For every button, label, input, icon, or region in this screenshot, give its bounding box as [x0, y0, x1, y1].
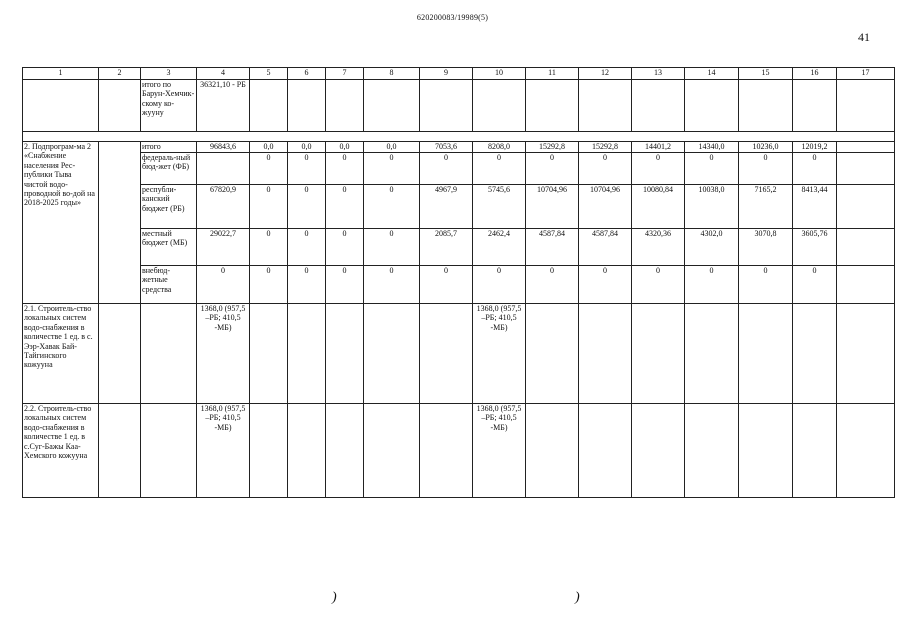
value-cell: 7053,6	[420, 142, 473, 153]
value-cell: 0	[250, 153, 288, 185]
value-cell: 5745,6	[473, 185, 526, 229]
value-cell: 15292,8	[526, 142, 579, 153]
column-header: 16	[793, 68, 837, 80]
value-cell: 0,0	[364, 142, 420, 153]
value-cell: 10038,0	[685, 185, 739, 229]
value-cell: 0	[579, 153, 632, 185]
value-cell: 0	[685, 266, 739, 304]
page-number: 41	[858, 30, 870, 44]
value-cell: 0	[739, 266, 793, 304]
value-cell	[837, 266, 895, 304]
column-header: 8	[364, 68, 420, 80]
value-cell: 0	[288, 153, 326, 185]
table-row	[23, 266, 895, 304]
value-cell: 0	[250, 266, 288, 304]
value-cell: 0	[420, 266, 473, 304]
value-cell: 0,0	[250, 142, 288, 153]
spacer-row	[23, 132, 895, 142]
value-cell: 0	[364, 153, 420, 185]
budget-table	[22, 67, 895, 498]
value-cell: 0	[473, 266, 526, 304]
value-cell: 15292,8	[579, 142, 632, 153]
value-cell: 29022,7	[197, 229, 250, 266]
column-header: 9	[420, 68, 473, 80]
funding-source-label: итого	[141, 142, 197, 153]
value-cell: 0	[739, 153, 793, 185]
value-cell: 4967,9	[420, 185, 473, 229]
funding-source-label: итого по Барун-Хемчик-скому ко-жууну	[141, 80, 197, 132]
value-cell: 0	[632, 153, 685, 185]
value-cell: 0,0	[288, 142, 326, 153]
value-cell: 4587,84	[526, 229, 579, 266]
value-cell: 0	[250, 185, 288, 229]
funding-source-label: федераль-ный бюд-жет (ФБ)	[141, 153, 197, 185]
table-row	[23, 229, 895, 266]
column-header: 5	[250, 68, 288, 80]
value-cell: 10080,84	[632, 185, 685, 229]
value-cell: 4320,36	[632, 229, 685, 266]
funding-source-label: местный бюджет (МБ)	[141, 229, 197, 266]
value-cell: 0	[793, 266, 837, 304]
column-header: 12	[579, 68, 632, 80]
value-cell: 0	[364, 229, 420, 266]
value-cell: 0	[197, 266, 250, 304]
value-cell: 0	[326, 153, 364, 185]
value-cell: 0	[364, 266, 420, 304]
column-header: 7	[326, 68, 364, 80]
value-cell: 0	[288, 229, 326, 266]
column-header: 3	[141, 68, 197, 80]
value-cell: 2462,4	[473, 229, 526, 266]
total-cell: 1368,0 (957,5 –РБ; 410,5 -МБ)	[197, 304, 250, 404]
value-cell: 0	[420, 153, 473, 185]
column-number-row	[23, 68, 895, 80]
value-cell	[837, 229, 895, 266]
value-cell: 0	[632, 266, 685, 304]
value-cell: 0	[288, 185, 326, 229]
value-cell: 7165,2	[739, 185, 793, 229]
column-header: 6	[288, 68, 326, 80]
table-row	[23, 185, 895, 229]
value-cell: 8413,44	[793, 185, 837, 229]
value-cell	[837, 185, 895, 229]
total-cell: 1368,0 (957,5 –РБ; 410,5 -МБ)	[197, 404, 250, 498]
activity-name: 2.2. Строитель-ство локальных систем водо-снабжения в количестве 1 ед. в с.Суг-Бажы Каа-Хемского кожууна	[23, 404, 99, 498]
value-cell: 8208,0	[473, 142, 526, 153]
value-cell: 0	[326, 266, 364, 304]
value-cell: 4587,84	[579, 229, 632, 266]
value-cell: 14340,0	[685, 142, 739, 153]
value-cell: 3605,76	[793, 229, 837, 266]
value-cell: 67820,9	[197, 185, 250, 229]
subprogram-name: 2. Подпрограм-ма 2 «Снабжение населения Рес-публики Тыва чистой водо-проводной во-дой на 2018-2025 годы»	[23, 142, 99, 304]
scan-mark: )	[332, 590, 337, 605]
scan-mark: )	[575, 590, 580, 605]
value-cell: 0	[579, 266, 632, 304]
table-row	[23, 304, 895, 404]
value-cell: 0	[364, 185, 420, 229]
total-cell: 36321,10 - РБ	[197, 80, 250, 132]
value-cell: 12019,2	[793, 142, 837, 153]
column-header: 15	[739, 68, 793, 80]
value-cell: 0	[288, 266, 326, 304]
column-header: 2	[99, 68, 141, 80]
value-cell: 96843,6	[197, 142, 250, 153]
value-cell: 0	[326, 229, 364, 266]
column-header: 11	[526, 68, 579, 80]
value-cell: 0	[326, 185, 364, 229]
value-cell: 0,0	[326, 142, 364, 153]
value-cell	[197, 153, 250, 185]
table-row	[23, 142, 895, 153]
value-cell: 0	[473, 153, 526, 185]
column-header: 14	[685, 68, 739, 80]
value-cell: 10704,96	[526, 185, 579, 229]
value-cell: 14401,2	[632, 142, 685, 153]
value-cell: 2085,7	[420, 229, 473, 266]
activity-name: 2.1. Строитель-ство локальных систем водо-снабжения в количестве 1 ед. в с. Ээр-Хавак Бай-Тайгинского кожууна	[23, 304, 99, 404]
value-cell: 0	[526, 153, 579, 185]
table-row	[23, 404, 895, 498]
value-cell: 4302,0	[685, 229, 739, 266]
value-cell: 0	[250, 229, 288, 266]
table-row	[23, 153, 895, 185]
table-row	[23, 80, 895, 132]
value-cell: 0	[685, 153, 739, 185]
value-cell: 1368,0 (957,5 –РБ; 410,5 -МБ)	[473, 404, 526, 498]
funding-source-label: внебюд-жетные средства	[141, 266, 197, 304]
document-id: 620200083/19989(5)	[416, 13, 489, 22]
value-cell: 10704,96	[579, 185, 632, 229]
column-header: 13	[632, 68, 685, 80]
value-cell: 10236,0	[739, 142, 793, 153]
funding-source-label: республи-канский бюджет (РБ)	[141, 185, 197, 229]
value-cell: 3070,8	[739, 229, 793, 266]
value-cell: 0	[793, 153, 837, 185]
value-cell: 0	[526, 266, 579, 304]
column-header: 4	[197, 68, 250, 80]
value-cell	[837, 153, 895, 185]
column-header: 1	[23, 68, 99, 80]
value-cell: 1368,0 (957,5 –РБ; 410,5 -МБ)	[473, 304, 526, 404]
column-header: 17	[837, 68, 895, 80]
value-cell	[837, 142, 895, 153]
column-header: 10	[473, 68, 526, 80]
